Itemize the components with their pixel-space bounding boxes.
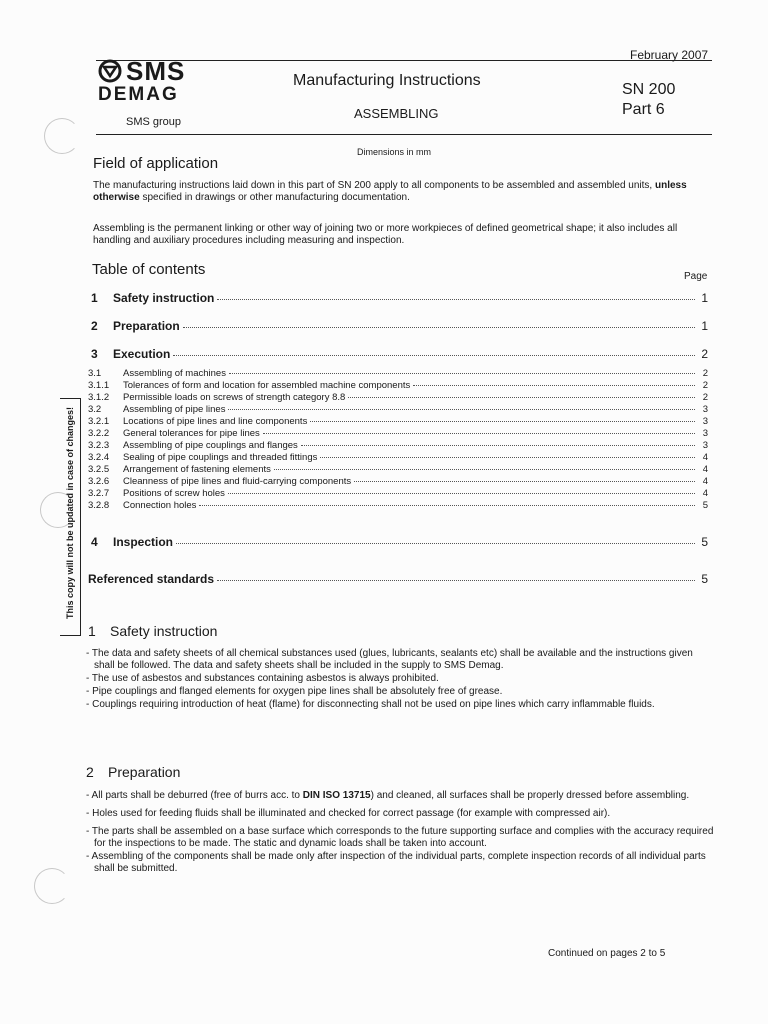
- list-item: - Holes used for feeding fluids shall be illuminated and checked for correct passage (for example with compressed air).: [86, 808, 611, 819]
- toc-subentry-label: Assembling of pipe couplings and flanges: [123, 440, 298, 451]
- toc-dot-leader: [176, 543, 695, 544]
- toc-subentry-label: Assembling of machines: [123, 368, 226, 379]
- toc-subentry-page: 2: [702, 380, 708, 391]
- toc-subentry-number: 3.2.2: [88, 428, 110, 439]
- standard-part: Part 6: [622, 101, 665, 118]
- header-bottom-rule: [96, 134, 712, 135]
- toc-subentry: [88, 428, 708, 439]
- toc-entry-page: 5: [701, 572, 708, 586]
- para1-bold-text: unless otherwise: [93, 180, 687, 203]
- list-item: - Assembling of the components shall be made only after inspection of the individual parts, complete inspection records of all individual parts shall be submitted.: [86, 851, 706, 874]
- punch-hole-bottom: [34, 868, 70, 904]
- toc-subentry-number: 3.2.3: [88, 440, 110, 451]
- toc-dot-leader: [263, 433, 695, 434]
- standard-id: SN 200: [622, 81, 676, 98]
- toc-subentry-label: Cleanness of pipe lines and fluid-carrying components: [123, 476, 352, 487]
- toc-dot-leader: [274, 469, 695, 470]
- toc-subentry: [88, 488, 708, 499]
- toc-subentry-page: 4: [702, 452, 708, 463]
- toc-entry-label: Execution: [113, 347, 171, 361]
- toc-subentry-number: 3.2.1: [88, 416, 110, 427]
- dimensions-note: Dimensions in mm: [357, 147, 432, 157]
- list-item: - The data and safety sheets of all chemical substances used (glues, lubricants, sealants etc) shall be available and the instructions given shall be followed. The data and safety sheets shall be included in the supply to SMS Demag.: [86, 648, 693, 671]
- toc-subentry-number: 3.1.2: [88, 392, 110, 403]
- toc-dot-leader: [301, 445, 695, 446]
- toc-dot-leader: [348, 397, 695, 398]
- section-2-heading: [86, 764, 180, 780]
- list-item: [86, 790, 716, 802]
- din-iso-reference: DIN ISO 13715: [302, 790, 371, 801]
- toc-dot-leader: [217, 580, 695, 581]
- section-1-number: 1: [88, 623, 96, 639]
- field-of-application-paragraph-1: [93, 180, 713, 204]
- para1-text-start: The manufacturing instructions laid down in this part of SN 200 apply to all components to be assembled and assembled units,: [93, 180, 653, 191]
- toc-dot-leader: [228, 493, 695, 494]
- section-2-number: 2: [86, 764, 94, 780]
- toc-page-column-label: Page: [684, 271, 708, 282]
- list-item: - Pipe couplings and flanged elements for oxygen pipe lines shall be absolutely free of grease.: [86, 686, 503, 697]
- toc-dot-leader: [413, 385, 695, 386]
- toc-dot-leader: [199, 505, 695, 506]
- toc-subentry-number: 3.2.6: [88, 476, 110, 487]
- toc-subentry-page: 3: [702, 428, 708, 439]
- toc-entry-label: Referenced standards: [88, 572, 215, 586]
- toc-entry: [88, 347, 708, 361]
- toc-subentry: [88, 440, 708, 451]
- para1-text-end: specified in drawings or other manufacturing documentation.: [142, 192, 410, 203]
- toc-entry-referenced-standards: [88, 572, 708, 586]
- toc-entry-label: Preparation: [113, 319, 180, 333]
- toc-dot-leader: [320, 457, 695, 458]
- toc-subentry-number: 3.2.7: [88, 488, 110, 499]
- section-1-heading: [88, 623, 217, 639]
- toc-subentry: [88, 392, 708, 403]
- toc-entry-label: Safety instruction: [113, 291, 215, 305]
- section-1-title: Safety instruction: [110, 623, 218, 639]
- section-2-title: Preparation: [108, 764, 181, 780]
- logo-sms-text: SMS: [126, 56, 186, 86]
- toc-subentry-label: Tolerances of form and location for assembled machine components: [123, 380, 411, 391]
- list-item: - Couplings requiring introduction of heat (flame) for disconnecting shall not be used on pipe lines which carry inflammable fluids.: [86, 699, 655, 710]
- toc-entry-page: 5: [701, 535, 708, 549]
- logo-demag-text: DEMAG: [98, 84, 179, 105]
- toc-entry-page: 1: [701, 291, 708, 305]
- toc-subentry-page: 2: [702, 368, 708, 379]
- toc-subentry-label: Permissible loads on screws of strength category 8.8: [123, 392, 346, 403]
- toc-dot-leader: [310, 421, 695, 422]
- field-of-application-paragraph-2: Assembling is the permanent linking or other way of joining two or more workpieces of defined geometrical shape; it also includes all handling and auxiliary procedures including measuring and inspection.: [93, 223, 678, 246]
- toc-heading: Table of contents: [92, 261, 206, 278]
- toc-subentry-label: Arrangement of fastening elements: [123, 464, 271, 475]
- continuation-note: Continued on pages 2 to 5: [548, 948, 666, 959]
- list-item: - The parts shall be assembled on a base surface which corresponds to the future supporting surface and complies with the accuracy required for the inspections to be made. The static and dynamic loads shall be taken into account.: [86, 826, 714, 849]
- toc-dot-leader: [173, 355, 695, 356]
- copy-notice-text: This copy will not be updated in case of changes!: [65, 406, 75, 620]
- toc-subentry-page: 4: [702, 464, 708, 475]
- toc-subentry-number: 3.1: [88, 368, 102, 379]
- toc-subentry-label: Assembling of pipe lines: [123, 404, 226, 415]
- toc-subentry-number: 3.2.4: [88, 452, 110, 463]
- field-of-application-heading: Field of application: [93, 155, 219, 172]
- toc-dot-leader: [228, 409, 695, 410]
- section-2-list: [86, 790, 716, 876]
- toc-entry: [88, 535, 708, 549]
- toc-subentry-label: Locations of pipe lines and line components: [123, 416, 308, 427]
- toc-subentry-page: 3: [702, 404, 708, 415]
- toc-subentry-number: 3.1.1: [88, 380, 110, 391]
- toc-subentry-label: General tolerances for pipe lines: [123, 428, 260, 439]
- toc-subentry-label: Sealing of pipe couplings and threaded fittings: [123, 452, 318, 463]
- document-title: Manufacturing Instructions: [293, 72, 481, 89]
- toc-subentry-number: 3.2.8: [88, 500, 110, 511]
- toc-entry-page: 1: [701, 319, 708, 333]
- sms-logo-mark-icon: [98, 59, 122, 83]
- toc-entry-number: 4: [91, 535, 98, 549]
- standard-number: [622, 80, 675, 120]
- punch-hole-top: [44, 118, 80, 154]
- toc-subentry: [88, 416, 708, 427]
- toc-entry-number: 3: [91, 347, 98, 361]
- toc-subentry-page: 3: [702, 440, 708, 451]
- document-subtitle: ASSEMBLING: [354, 106, 439, 121]
- toc-subentry-page: 4: [702, 476, 708, 487]
- toc-subentry-page: 3: [702, 416, 708, 427]
- document-date: February 2007: [630, 48, 709, 62]
- toc-dot-leader: [217, 299, 695, 300]
- toc-subentry-page: 4: [702, 488, 708, 499]
- toc-dot-leader: [354, 481, 695, 482]
- toc-subentry-number: 3.2: [88, 404, 102, 415]
- item-text-end: ) and cleaned, all surfaces shall be properly dressed before assembling.: [370, 790, 690, 801]
- toc-entry-page: 2: [701, 347, 708, 361]
- toc-entry-number: 1: [91, 291, 98, 305]
- toc-entry: [88, 319, 708, 333]
- toc-subentry: [88, 368, 708, 379]
- sms-group-label: SMS group: [126, 116, 182, 128]
- toc-subentry-page: 2: [702, 392, 708, 403]
- toc-subentry: [88, 500, 708, 511]
- toc-subentry-label: Positions of screw holes: [123, 488, 225, 499]
- toc-subentry: [88, 464, 708, 475]
- toc-dot-leader: [183, 327, 695, 328]
- toc-subentry: [88, 404, 708, 415]
- toc-subentry-label: Connection holes: [123, 500, 197, 511]
- toc-subentry: [88, 380, 708, 391]
- toc-subentry: [88, 452, 708, 463]
- toc-subentry-number: 3.2.5: [88, 464, 110, 475]
- sms-demag-logo: [98, 58, 208, 105]
- toc-dot-leader: [229, 373, 695, 374]
- toc-entry: [88, 291, 708, 305]
- toc-subentry: [88, 476, 708, 487]
- list-item: - The use of asbestos and substances containing asbestos is always prohibited.: [86, 673, 439, 684]
- section-1-list: [86, 648, 716, 712]
- toc-subentry-page: 5: [702, 500, 708, 511]
- item-text-start: - All parts shall be deburred (free of burrs acc. to: [86, 790, 300, 801]
- toc-entry-label: Inspection: [113, 535, 174, 549]
- toc-entry-number: 2: [91, 319, 98, 333]
